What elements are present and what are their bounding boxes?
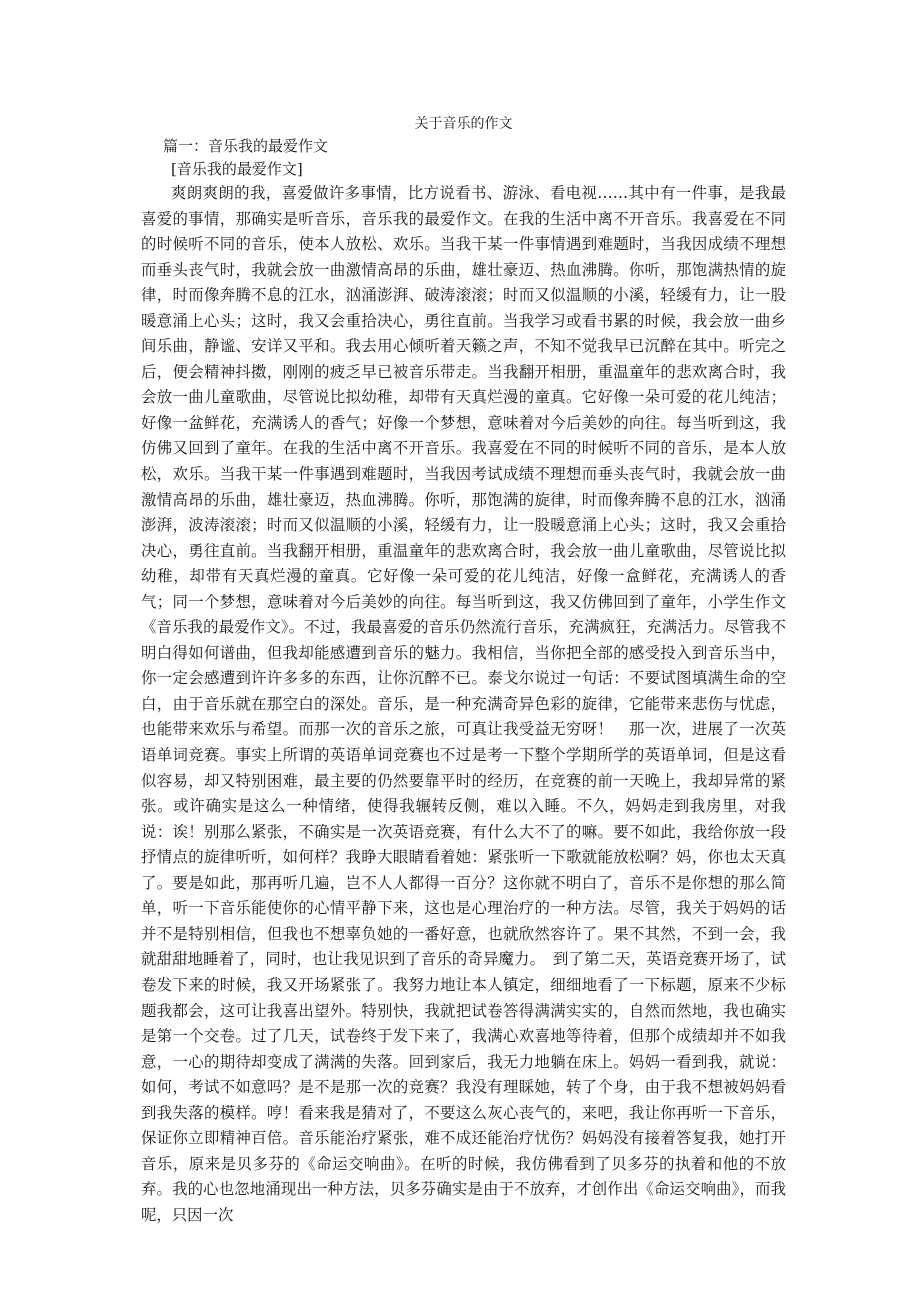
section-subheading: [音乐我的最爱作文] [171, 160, 303, 178]
body-paragraph: 爽朗爽朗的我，喜爱做许多事情，比方说看书、游泳、看电视……其中有一件事，是我最喜爱的事情，那确实是听音乐，音乐我的最爱作文。在我的生活中离不开音乐。我喜爱在不同的时候听不同的音乐，使本人放松、欢乐。当我干某一件事情遇到难题时，当我因成绩不理想而垂头丧气时，我就会放一曲激情高昂的乐曲，雄壮豪迈、热血沸腾。你听，那饱满热情的旋律，时而像奔腾不息的江水，汹涌澎湃、破涛滚滚；时而又似温顺的小溪，轻缓有力，让一股暖意涌上心头；这时，我又会重拾决心，勇往直前。当我学习或看书累的时候，我会放一曲乡间乐曲，静谧、安详又平和。我去用心倾听着天籁之声，不知不觉我早已沉醉在其中。听完之后，便会精神抖擞，刚刚的疲乏早已被音乐带走。当我翻开相册，重温童年的悲欢离合时，我会放一曲儿童歌曲，尽管说比拟幼稚，却带有天真烂漫的童真。它好像一朵可爱的花儿纯洁；好像一盆鲜花，充满诱人的香气；好像一个梦想，意味着对今后美妙的向往。每当听到这，我仿佛又回到了童年。在我的生活中离不开音乐。我喜爱在不同的时候听不同的音乐，是本人放松，欢乐。当我干某一件事遇到难题时，当我因考试成绩不理想而垂头丧气时，我就会放一曲激情高昂的乐曲，雄壮豪迈，热血沸腾。你听，那饱满的旋律，时而像奔腾不息的江水，汹涌澎湃，波涛滚滚；时而又似温顺的小溪，轻缓有力，让一股暖意涌上心头；这时，我又会重拾决心，勇往直前。当我翻开相册，重温童年的悲欢离合时，我会放一曲儿童歌曲，尽管说比拟幼稚，却带有天真烂漫的童真。它好像一朵可爱的花儿纯洁，好像一盒鲜花，充满诱人的香气；同一个梦想，意味着对今后美妙的向往。每当听到这，我又仿佛回到了童年，小学生作文《音乐我的最爱作文》。不过，我最喜爱的音乐仍然流行音乐，充满疯狂，充满活力。尽管我不明白得如何谱曲，但我却能感遭到音乐的魅力。我相信，当你把全部的感受投入到音乐当中，你一定会感遭到许许多多的东西，让你沉醉不已。泰戈尔说过一句话：不要试图填满生命的空白，由于音乐就在那空白的深处。音乐，是一种充满奇异色彩的旋律，它能带来悲伤与忧虑，也能带来欢乐与希望。而那一次的音乐之旅，可真让我受益无穷呀！ 那一次，进展了一次英语单词竞赛。事实上所谓的英语单词竞赛也不过是考一下整个学期所学的英语单词，但是这看似容易，却又特别困难，最主要的仍然要靠平时的经历，在竞赛的前一天晚上，我却异常的紧张。或许确实是这么一种情绪，使得我辗转反侧，难以入睡。不久，妈妈走到我房里，对我说：诶！别那么紧张，不确实是一次英语竞赛，有什么大不了的嘛。要不如此，我给你放一段抒情点的旋律听听，如何样？我睁大眼睛看着她：紧张听一下歌就能放松啊？妈，你也太天真了。要是如此，那再听几遍，岂不人人都得一百分？这你就不明白了，音乐不是你想的那么简单，听一下音乐能使你的心情平静下来，这也是心理治疗的一种方法。尽管，我关于妈妈的话并不是特别相信，但我也不想辜负她的一番好意，也就欣然容许了。果不其然，不到一会，我就甜甜地睡着了，同时，也让我见识到了音乐的奇异魔力。 到了第二天，英语竞赛开场了，试卷发下来的时候，我又开场紧张了。我努力地让本人镇定，细细地看了一下标题，原来不少标题我都会，这可让我喜出望外。特别快，我就把试卷答得满满实实的，自然而然地，我也确实是第一个交卷。过了几天，试卷终于发下来了，我满心欢喜地等待着，但那个成绩却并不如我意，一心的期待却变成了满满的失落。回到家后，我无力地躺在床上。妈妈一看到我，就说：如何，考试不如意吗？是不是那一次的竞赛？我没有理睬她，转了个身，由于我不想被妈妈看到我失落的模样。哼！看来我是猜对了，不要这么灰心丧气的，来吧，我让你再听一下音乐，保证你立即精神百倍。音乐能治疗紧张，难不成还能治疗忧伤？妈妈没有接着答复我，她打开音乐，原来是贝多芬的《命运交响曲》。在听的时候，我仿佛看到了贝多芬的执着和他的不放弃。我的心也忽地涌现出一种方法，贝多芬确实是由于不放弃，才创作出《命运交响曲》，而我呢，只因一次 [141, 184, 786, 1224]
document-title: 关于音乐的作文 [414, 116, 513, 132]
section-heading: 篇一：音乐我的最爱作文 [163, 137, 329, 155]
document-page [141, 113, 786, 1228]
